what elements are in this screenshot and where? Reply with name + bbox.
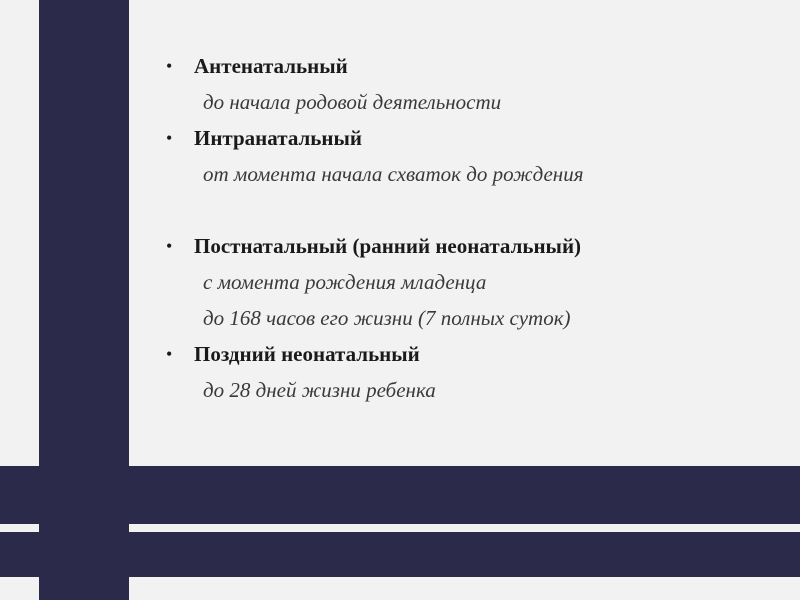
bullet-icon: • (166, 236, 173, 256)
bullet-icon: • (166, 56, 173, 76)
item-description: до 168 часов его жизни (7 полных суток) (203, 306, 571, 330)
bullet-icon: • (166, 128, 173, 148)
item-term (160, 336, 780, 372)
item-description: до 28 дней жизни ребенка (203, 378, 436, 402)
item-description: до начала родовой деятельности (203, 90, 502, 114)
item-description: от момента начала схваток до рождения (203, 162, 584, 186)
decorative-horizontal-bar-top (0, 466, 800, 524)
slide-content (160, 48, 780, 408)
list-item (160, 48, 780, 120)
term-text: Антенатальный (194, 54, 348, 78)
list-item (160, 120, 780, 192)
item-term (160, 228, 780, 264)
item-description: с момента рождения младенца (203, 270, 487, 294)
term-text: Постнатальный (ранний неонатальный) (194, 234, 582, 258)
decorative-horizontal-bar-bottom (0, 532, 800, 577)
item-term (160, 48, 780, 84)
bullet-icon: • (166, 344, 173, 364)
list-item (160, 336, 780, 408)
term-text: Поздний неонатальный (194, 342, 420, 366)
list-item (160, 228, 780, 336)
item-term (160, 120, 780, 156)
term-text: Интранатальный (194, 126, 362, 150)
spacer (160, 192, 780, 228)
